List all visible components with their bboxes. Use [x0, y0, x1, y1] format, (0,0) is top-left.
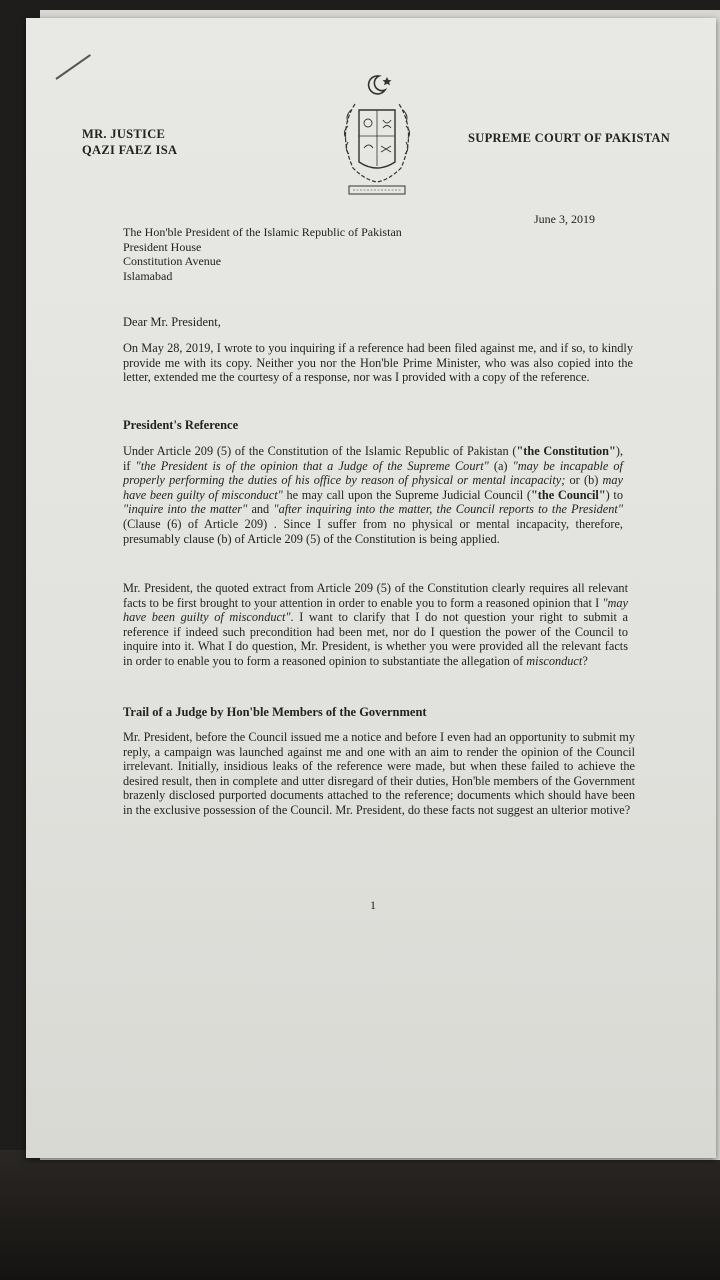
text-span: and	[247, 502, 274, 517]
address-line: Islamabad	[123, 268, 173, 283]
italic-quote: misconduct	[526, 653, 583, 668]
court-name: SUPREME COURT OF PAKISTAN	[468, 131, 671, 145]
bold-span: "the Council"	[530, 487, 606, 502]
italic-quote: may have been guilty of misconduct"	[123, 473, 624, 502]
paragraph-4: Mr. President, before the Council issued me a notice and before I even had an opportunity to submit my reply, a campaign was launched against me and one with an aim to render the opinion of the Council irrelevant. Initially, insidious leaks of the reference were made, but when these failed to achieve the desired result, then in complete and utter disregard of their duties, Hon'ble members of the Government brazenly disclosed purported documents attached to the reference; documents which should have been in the exclusive possession of the Council. Mr. President, do these facts not suggest an ulterior motive?	[123, 730, 635, 817]
salutation: Dear Mr. President,	[123, 315, 221, 329]
text-span: he may call upon the Supreme Judicial Council (	[282, 487, 531, 502]
paragraph-2	[123, 444, 623, 546]
text-span: ), if	[123, 444, 624, 473]
italic-quote: "may have been guilty of misconduct"	[123, 595, 628, 625]
section-heading-trail-of-a-judge: Trail of a Judge by Hon'ble Members of the Government	[123, 705, 427, 719]
text-span: (a)	[488, 458, 513, 473]
letter-page	[26, 18, 716, 1158]
paragraph-3	[123, 581, 628, 669]
paragraph-1: On May 28, 2019, I wrote to you inquiring if a reference had been filed against me, and if so, to kindly provide me with its copy. Neither you nor the Hon'ble Prime Minister, who was also copied into the letter, extended me the courtesy of a response, nor was I provided with a copy of the reference.	[123, 341, 633, 385]
sender-title: MR. JUSTICE	[82, 127, 166, 141]
text-span: (Clause (6) of Article 209) . Since I suffer from no physical or mental incapacity, therefore, presumably clause (b) of Article 209 (5) of the Constitution is being applied.	[123, 516, 623, 546]
letter-date: June 3, 2019	[534, 212, 595, 226]
italic-quote: "after inquiring into the matter, the Council reports to the President"	[273, 502, 623, 517]
desk-surface	[0, 1150, 720, 1280]
pen-mark	[55, 54, 91, 80]
text-span: or (b)	[565, 473, 603, 488]
sender-header	[82, 126, 177, 158]
text-span: ?	[582, 653, 588, 668]
italic-quote: "inquire into the matter"	[123, 502, 248, 517]
address-line: Constitution Avenue	[123, 254, 222, 268]
address-line: The Hon'ble President of the Islamic Republic of Pakistan	[123, 225, 402, 239]
address-line: President House	[123, 239, 202, 254]
bold-span: "the Constitution"	[516, 444, 616, 458]
text-span: ) to	[605, 487, 623, 502]
italic-quote: "may be incapable of properly performing the duties of his office by reason of physical or mental incapacity;	[123, 458, 623, 488]
page-number: 1	[370, 898, 376, 912]
italic-quote: "the President is of the opinion that a Judge of the Supreme Court"	[135, 458, 489, 473]
state-emblem-icon	[329, 70, 425, 210]
sender-name: QAZI FAEZ ISA	[82, 143, 178, 157]
section-heading-presidents-reference: President's Reference	[123, 418, 239, 432]
text-span: Under Article 209 (5) of the Constitution of the Islamic Republic of Pakistan (	[123, 444, 517, 458]
text-span: . I want to clarify that I do not question your right to submit a reference if indeed such precondition had been met, nor do I question the power of the Council to inquire into it. What I do question, Mr. President, is whether you were provided all the relevant facts in order to enable you to form a reasoned opinion to substantiate the allegation of	[123, 610, 628, 668]
recipient-address	[123, 225, 402, 283]
text-span: Mr. President, the quoted extract from Article 209 (5) of the Constitution clearly requires all relevant facts to be first brought to your attention in order to enable you to form a reasoned opinion that I	[123, 581, 628, 610]
